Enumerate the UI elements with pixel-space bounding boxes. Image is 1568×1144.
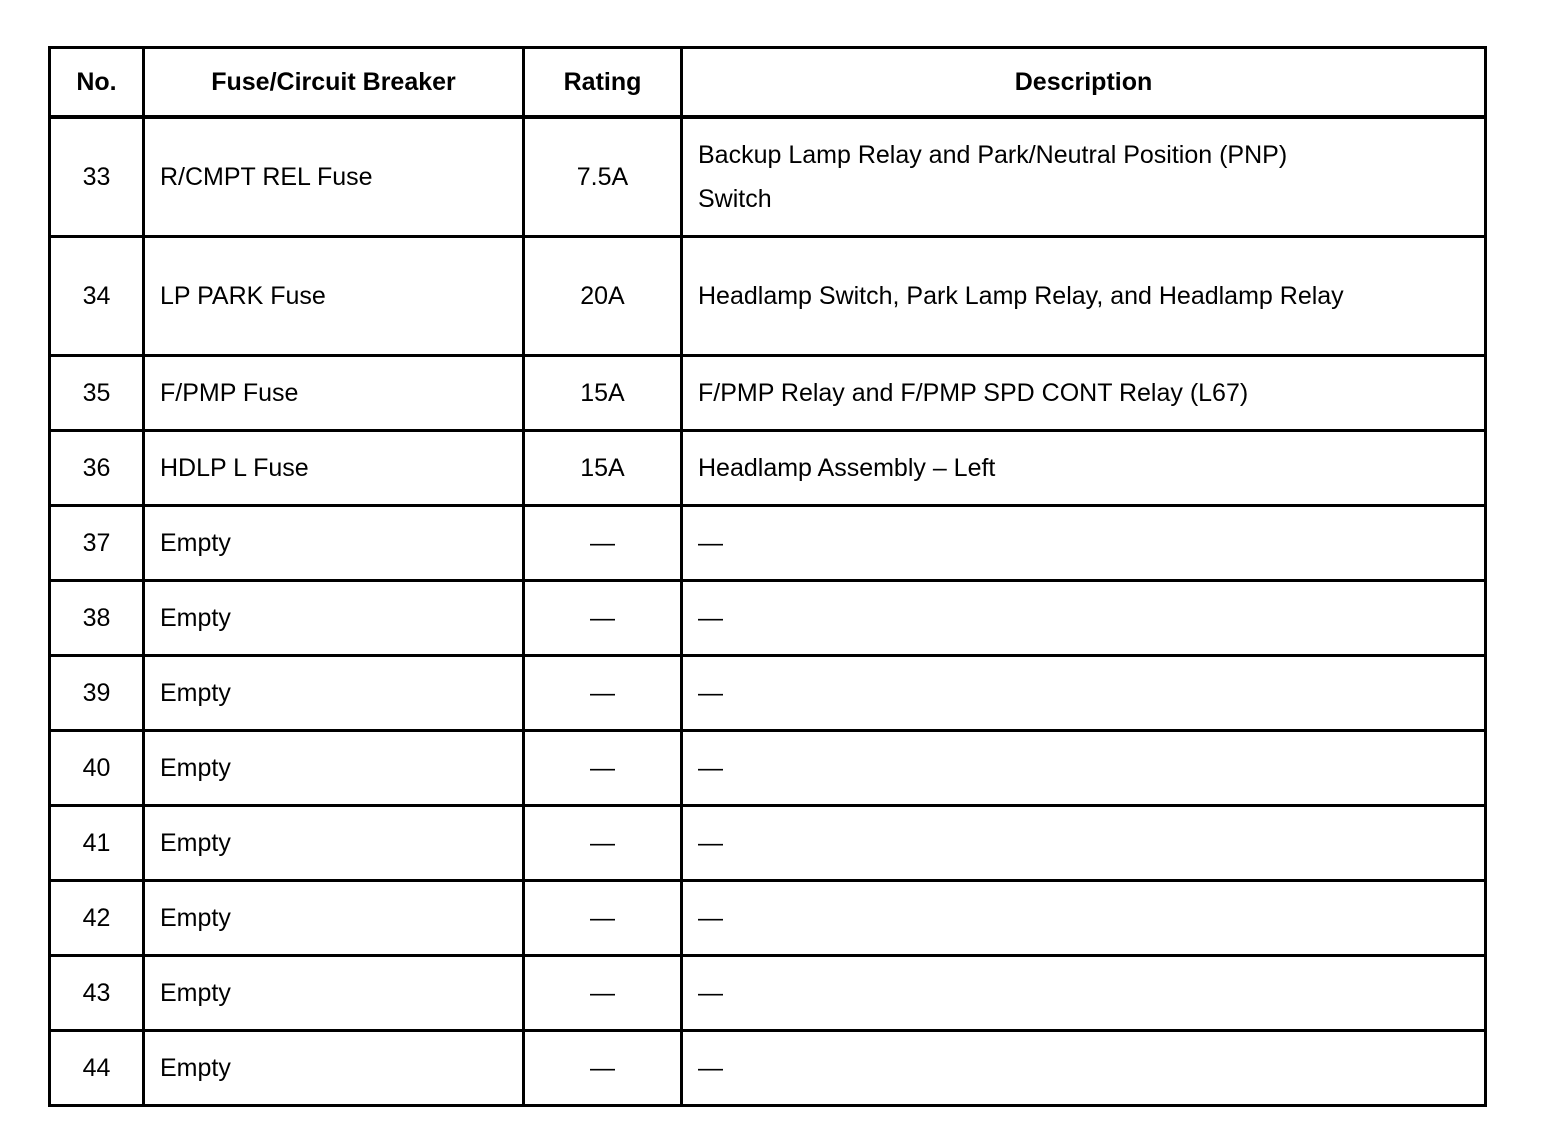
cell-fuse: Empty xyxy=(144,581,524,656)
cell-fuse: LP PARK Fuse xyxy=(144,237,524,356)
cell-rating: — xyxy=(524,881,682,956)
cell-description: Headlamp Switch, Park Lamp Relay, and Headlamp Relay xyxy=(682,237,1486,356)
header-rating: Rating xyxy=(524,48,682,118)
cell-no: 35 xyxy=(50,356,144,431)
cell-rating: — xyxy=(524,656,682,731)
table-body xyxy=(50,117,1486,1106)
cell-rating: 20A xyxy=(524,237,682,356)
cell-description: — xyxy=(682,881,1486,956)
cell-fuse: Empty xyxy=(144,731,524,806)
cell-fuse: Empty xyxy=(144,881,524,956)
cell-description: — xyxy=(682,731,1486,806)
cell-description: — xyxy=(682,806,1486,881)
cell-fuse: Empty xyxy=(144,656,524,731)
cell-no: 36 xyxy=(50,431,144,506)
cell-description: Headlamp Assembly – Left xyxy=(682,431,1486,506)
cell-no: 39 xyxy=(50,656,144,731)
cell-no: 40 xyxy=(50,731,144,806)
header-description: Description xyxy=(682,48,1486,118)
cell-fuse: Empty xyxy=(144,506,524,581)
cell-rating: — xyxy=(524,506,682,581)
cell-no: 44 xyxy=(50,1031,144,1106)
cell-fuse: Empty xyxy=(144,806,524,881)
cell-no: 34 xyxy=(50,237,144,356)
cell-no: 43 xyxy=(50,956,144,1031)
cell-rating: 7.5A xyxy=(524,117,682,237)
header-fuse: Fuse/Circuit Breaker xyxy=(144,48,524,118)
table-row xyxy=(50,506,1486,581)
cell-rating: — xyxy=(524,806,682,881)
cell-rating: — xyxy=(524,581,682,656)
table-row xyxy=(50,731,1486,806)
table-row xyxy=(50,806,1486,881)
header-no: No. xyxy=(50,48,144,118)
table-row xyxy=(50,431,1486,506)
table-row xyxy=(50,1031,1486,1106)
table-row xyxy=(50,117,1486,237)
table-row xyxy=(50,356,1486,431)
cell-rating: 15A xyxy=(524,431,682,506)
fuse-table xyxy=(48,46,1487,1107)
cell-description: — xyxy=(682,956,1486,1031)
cell-no: 33 xyxy=(50,117,144,237)
cell-no: 38 xyxy=(50,581,144,656)
cell-rating: — xyxy=(524,1031,682,1106)
cell-no: 37 xyxy=(50,506,144,581)
cell-description: — xyxy=(682,1031,1486,1106)
cell-description: F/PMP Relay and F/PMP SPD CONT Relay (L67) xyxy=(682,356,1486,431)
cell-fuse: Empty xyxy=(144,956,524,1031)
cell-description: — xyxy=(682,506,1486,581)
table-row xyxy=(50,881,1486,956)
table-row xyxy=(50,956,1486,1031)
header-row xyxy=(50,48,1486,118)
cell-description: — xyxy=(682,656,1486,731)
cell-rating: — xyxy=(524,956,682,1031)
cell-fuse: R/CMPT REL Fuse xyxy=(144,117,524,237)
cell-description: Backup Lamp Relay and Park/Neutral Position (PNP) Switch xyxy=(682,117,1486,237)
table-header xyxy=(50,48,1486,118)
cell-no: 41 xyxy=(50,806,144,881)
cell-description: — xyxy=(682,581,1486,656)
cell-fuse: F/PMP Fuse xyxy=(144,356,524,431)
cell-no: 42 xyxy=(50,881,144,956)
cell-fuse: HDLP L Fuse xyxy=(144,431,524,506)
cell-fuse: Empty xyxy=(144,1031,524,1106)
cell-rating: — xyxy=(524,731,682,806)
cell-rating: 15A xyxy=(524,356,682,431)
table-row xyxy=(50,656,1486,731)
table-row xyxy=(50,237,1486,356)
table-row xyxy=(50,581,1486,656)
